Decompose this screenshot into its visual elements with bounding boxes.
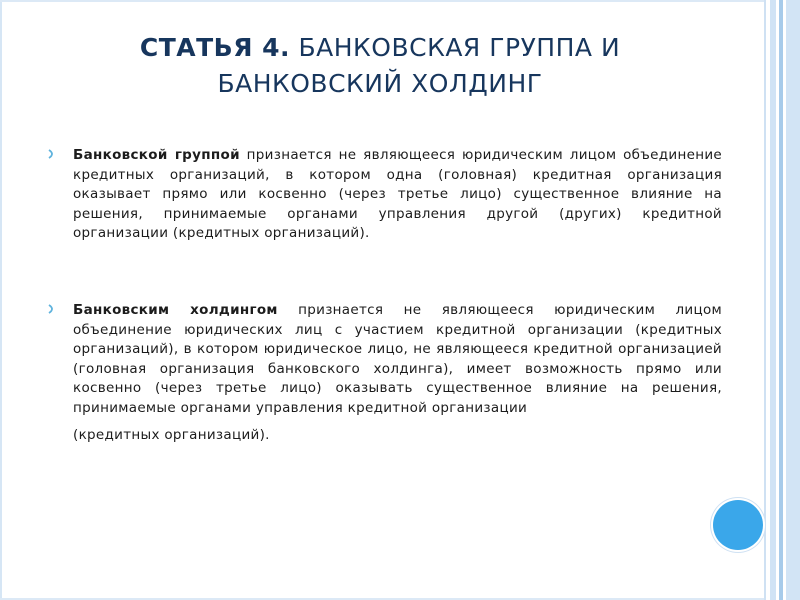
definition-bank-group: признается не являющееся юридическим лицом объединение кредитных организаций, в котором одна (головная) кредитная организация оказывает прямо или косвенно (через третье лицо) существенное влияние на решения, принимаемые органами управления другой (других) кредитной организации (кредитных организаций). (73, 147, 722, 241)
definition-bank-holding: признается не являющееся юридическим лицом объединение юридических лиц с участием кредитной организации (кредитных организаций), в котором юридическое лицо, не являющееся кредитной организацией (головная организация банковского холдинга), имеет возможность прямо или косвенно (через третье лицо) оказывать существенное влияние на решения, принимаемые органами управления кредитной организации (73, 302, 722, 416)
paragraph-bank-holding (48, 301, 722, 446)
paragraph-text (73, 146, 722, 244)
slide-title (60, 30, 700, 102)
term-bank-holding: Банковским холдингом (73, 302, 278, 318)
paragraph-last-line: (кредитных организаций). (73, 427, 270, 443)
paragraph-text (73, 301, 722, 418)
circle-bullet-icon (48, 304, 56, 317)
term-bank-group: Банковской группой (73, 147, 240, 163)
circle-bullet-icon (48, 149, 56, 162)
blue-circle-icon (713, 500, 763, 550)
title-text: БАНКОВСКАЯ ГРУППА И БАНКОВСКИЙ ХОЛДИНГ (217, 33, 621, 98)
paragraph-bank-group (48, 146, 722, 244)
right-decorative-bands (764, 0, 800, 600)
left-frame-border (0, 0, 2, 600)
title-article-number: СТАТЬЯ 4. (139, 33, 291, 62)
top-frame-border (0, 0, 800, 2)
